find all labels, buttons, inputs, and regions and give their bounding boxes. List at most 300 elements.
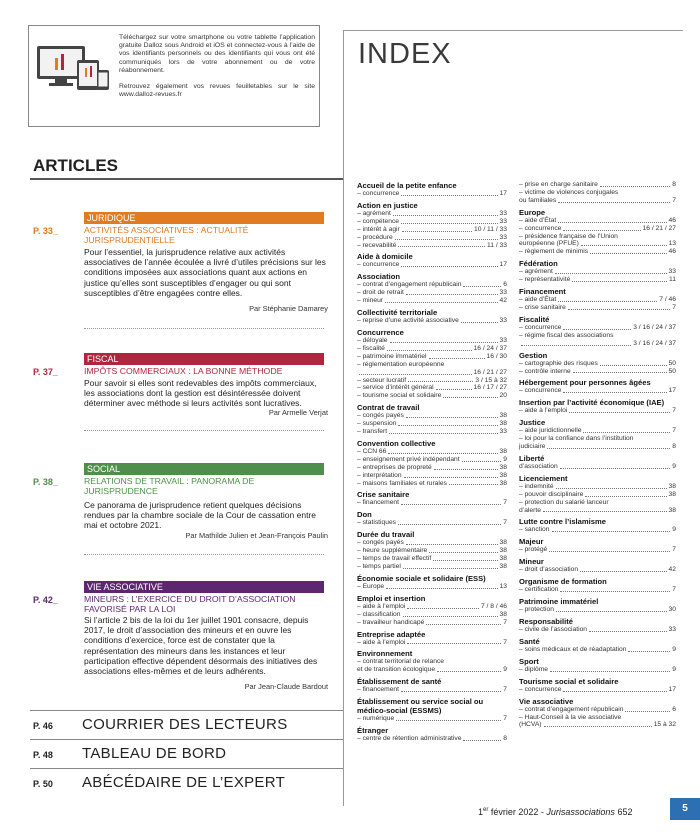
index-heading: Lutte contre l’islamisme	[519, 517, 606, 527]
index-entry-text: – civile de l’association	[519, 626, 588, 633]
index-heading: Justice	[519, 418, 546, 428]
index-entry[interactable]	[357, 480, 507, 488]
footer-date-day: 1	[478, 807, 484, 817]
article-category: SOCIAL	[84, 463, 324, 475]
index-entry-text: judiciaire	[519, 443, 546, 451]
index-heading: Durée du travail	[357, 530, 415, 540]
index-section	[519, 657, 676, 674]
index-entry-text: – aide à l’emploi	[357, 602, 406, 610]
dot-leader	[433, 560, 497, 561]
dot-leader	[398, 425, 497, 426]
index-section	[519, 577, 676, 594]
index-entry[interactable]	[519, 233, 676, 241]
index-entry[interactable]	[357, 519, 507, 527]
index-entry[interactable]	[357, 392, 507, 400]
index-entry-text: – tourisme social et solidaire	[357, 392, 442, 400]
index-entry[interactable]	[357, 619, 507, 627]
dot-leader	[543, 511, 667, 512]
index-entry[interactable]	[519, 332, 676, 340]
index-entry[interactable]	[519, 248, 676, 256]
index-entry-pages: 38	[499, 547, 507, 555]
index-entry-pages: 3 / 16 / 24 / 37	[633, 339, 676, 347]
dot-leader	[387, 350, 472, 351]
index-entry[interactable]	[519, 217, 676, 225]
index-section	[519, 315, 676, 348]
index-entry-pages: 17	[668, 685, 676, 693]
index-entry-text: – représentativité	[519, 276, 571, 284]
index-entry-pages: 50	[668, 359, 676, 367]
articles-rule	[30, 178, 343, 180]
index-heading: Vie associative	[519, 696, 574, 706]
dot-leader	[398, 246, 485, 247]
index-entry-text: – patrimoine immatériel	[357, 352, 427, 360]
index-entry-text: – Europe	[357, 582, 385, 590]
index-entry-text: – présidence française de l’Union	[519, 232, 618, 240]
index-section	[519, 378, 676, 395]
index-entry[interactable]	[519, 189, 676, 197]
index-entry-text: – classification	[357, 610, 401, 618]
article-category: FISCAL	[84, 353, 324, 365]
index-entry[interactable]	[519, 499, 676, 507]
index-entry-text: d’alerte	[519, 506, 541, 514]
index-entry-text: – concurrence	[519, 224, 562, 232]
index-heading: Contrat de travail	[357, 403, 420, 413]
devices-icon	[35, 44, 111, 94]
index-entry-pages: 16 / 21 / 27	[473, 368, 507, 376]
index-entry[interactable]	[357, 297, 507, 305]
article-juridique[interactable]	[30, 212, 330, 332]
dot-leader	[393, 215, 498, 216]
index-entry-pages: 38	[499, 539, 507, 547]
index-entry[interactable]	[519, 686, 676, 694]
index-entry[interactable]	[519, 360, 676, 368]
dot-leader	[563, 230, 640, 231]
index-entry-text: – enseignement privé indépendant	[357, 455, 460, 463]
footer-brand: Jurisassociations	[546, 807, 615, 817]
index-entry[interactable]	[519, 427, 676, 435]
index-entry-text: d’association	[519, 462, 558, 470]
index-entry[interactable]	[357, 337, 507, 345]
index-section	[519, 454, 676, 471]
article-title[interactable]: RELATIONS DE TRAVAIL : PANORAMA DE JURISPRUDENCE	[84, 476, 255, 496]
index-entry[interactable]	[519, 706, 676, 714]
dot-leader	[560, 591, 670, 592]
index-section	[357, 649, 507, 674]
dot-leader	[395, 239, 498, 240]
index-entry-text: (HCVA)	[519, 721, 542, 729]
article-summary: Ce panorama de jurisprudence retient quelques décisions rendues par la chambre sociale de la Cour de cassation entre mai et octobre 2021.	[84, 500, 316, 531]
index-heading: Fédération	[519, 259, 558, 269]
index-entry-text: – reprise d’une activité associative	[357, 317, 459, 325]
index-entry[interactable]	[519, 324, 676, 332]
index-section	[519, 351, 676, 376]
index-entry[interactable]	[357, 472, 507, 480]
index-entry[interactable]	[357, 686, 507, 694]
index-entry[interactable]	[357, 539, 507, 547]
index-section	[357, 697, 507, 723]
index-entry[interactable]	[357, 242, 507, 250]
index-entry[interactable]	[357, 583, 507, 591]
index-entry[interactable]	[519, 340, 676, 348]
index-entry-pages: 7	[672, 427, 676, 435]
item-page: P. 50	[33, 779, 53, 789]
dot-leader	[406, 294, 498, 295]
index-entry[interactable]	[357, 226, 507, 234]
index-section	[357, 490, 507, 507]
index-entry-pages: 9	[503, 455, 507, 463]
index-entry[interactable]	[519, 197, 676, 205]
index-section	[519, 418, 676, 451]
index-entry-pages: 7	[672, 586, 676, 594]
index-entry-pages: 50	[668, 367, 676, 375]
index-entry[interactable]	[519, 526, 676, 534]
index-column-left	[357, 181, 507, 746]
index-entry-text: – transfert	[357, 428, 388, 436]
dot-leader	[558, 222, 666, 223]
article-title[interactable]: MINEURS : L’EXERCICE DU DROIT D’ASSOCIATION FAVORISÉ PAR LA LOI	[84, 594, 296, 614]
index-entry[interactable]	[519, 407, 676, 415]
index-section	[357, 530, 507, 571]
articles-heading: ARTICLES	[33, 156, 118, 175]
index-entry-text: – certification	[519, 586, 559, 594]
index-heading: Économie sociale et solidaire (ESS)	[357, 573, 486, 583]
article-social[interactable]	[30, 463, 330, 558]
dot-leader	[462, 461, 502, 462]
index-entry-pages: 38	[668, 482, 676, 490]
index-entry-pages: 7	[672, 303, 676, 311]
dot-leader	[589, 631, 667, 632]
index-section	[519, 259, 676, 284]
index-entry[interactable]	[357, 448, 507, 456]
index-entry-pages: 33	[499, 233, 507, 241]
dot-leader	[563, 691, 666, 692]
index-entry[interactable]	[357, 281, 507, 289]
index-entry-pages: 13	[668, 240, 676, 248]
index-entry[interactable]	[519, 181, 676, 189]
index-entry-pages: 15 à 32	[653, 721, 676, 729]
dot-leader	[550, 671, 670, 672]
dot-leader	[402, 231, 472, 232]
index-section	[519, 617, 676, 634]
index-heading: Europe	[519, 207, 546, 217]
index-entry-text: ou familiales	[519, 196, 557, 204]
index-entry[interactable]	[519, 368, 676, 376]
index-entry[interactable]	[357, 464, 507, 472]
index-entry[interactable]	[357, 555, 507, 563]
index-entry[interactable]	[519, 463, 676, 471]
index-entry-pages: 11	[669, 276, 676, 284]
index-section	[519, 208, 676, 257]
article-title[interactable]: IMPÔTS COMMERCIAUX : LA BONNE MÉTHODE	[84, 366, 283, 376]
article-summary: Pour savoir si elles sont redevables des impôts commerciaux, les associations dont la gestion est désintéressée doivent déterminer avec méthode si leurs activités sont lucratives.	[84, 378, 317, 409]
dot-leader	[403, 568, 498, 569]
index-entry[interactable]	[519, 240, 676, 248]
index-entry-text: – numérique	[357, 715, 395, 723]
index-heading: Licenciement	[519, 473, 568, 483]
index-entry-pages: 7	[503, 519, 507, 527]
index-entry[interactable]	[519, 443, 676, 451]
index-entry[interactable]	[357, 735, 507, 743]
article-category: JURIDIQUE	[84, 212, 324, 224]
index-heading: Accueil de la petite enfance	[357, 181, 457, 190]
index-entry[interactable]	[519, 304, 676, 312]
index-entry-text: – congés payés	[357, 412, 404, 420]
index-heading: Majeur	[519, 537, 544, 547]
index-entry[interactable]	[357, 639, 507, 647]
index-entry[interactable]	[519, 276, 676, 284]
index-heading: Mineur	[519, 557, 544, 567]
index-entry-pages: 7	[503, 715, 507, 723]
index-entry[interactable]	[357, 420, 507, 428]
dot-leader	[437, 671, 501, 672]
app-promo-box	[28, 25, 320, 127]
index-section	[357, 726, 507, 743]
dot-leader	[461, 322, 498, 323]
index-entry[interactable]	[519, 714, 676, 722]
index-entry[interactable]	[357, 547, 507, 555]
index-entry-pages: 38	[499, 479, 507, 487]
index-entry-pages: 7	[672, 546, 676, 554]
index-entry[interactable]	[357, 412, 507, 420]
index-entry-pages: 33	[499, 209, 507, 217]
dot-leader	[585, 496, 666, 497]
index-entry[interactable]	[357, 369, 507, 377]
index-entry-text: – statistiques	[357, 519, 397, 527]
index-entry[interactable]	[357, 611, 507, 619]
index-entry-pages: 42	[668, 566, 676, 574]
dot-leader	[407, 643, 501, 644]
index-entry-text: – loi pour la confiance dans l’institution	[519, 435, 634, 443]
item-title[interactable]: COURRIER DES LECTEURS	[82, 716, 288, 733]
section-rule	[30, 710, 343, 711]
index-heading: Liberté	[519, 453, 545, 463]
index-entry-pages: 46	[668, 216, 676, 224]
index-section	[357, 272, 507, 305]
index-entry-text: – pouvoir disciplinaire	[519, 490, 584, 498]
index-entry-text: – réglementation européenne	[357, 360, 445, 368]
index-entry[interactable]	[357, 563, 507, 571]
index-entry[interactable]	[519, 268, 676, 276]
index-entry[interactable]	[357, 353, 507, 361]
index-entry-text: – aide juridictionnelle	[519, 427, 582, 435]
index-entry[interactable]	[519, 626, 676, 634]
index-entry-pages: 42	[499, 297, 507, 305]
index-entry[interactable]	[357, 499, 507, 507]
index-heading: Crise sanitaire	[357, 490, 410, 500]
index-entry-pages: 7	[503, 499, 507, 507]
dot-leader	[521, 345, 631, 346]
index-entry[interactable]	[357, 345, 507, 353]
index-entry[interactable]	[357, 361, 507, 369]
index-entry[interactable]	[519, 721, 676, 729]
index-entry[interactable]	[357, 666, 507, 674]
dot-leader	[600, 365, 667, 366]
index-entry-pages: 7	[503, 686, 507, 694]
tableau-de-bord-item[interactable]	[30, 742, 343, 766]
index-divider	[343, 30, 344, 806]
index-entry[interactable]	[357, 210, 507, 218]
index-heading: Sport	[519, 656, 539, 666]
index-heading: Aide à domicile	[357, 252, 413, 262]
dot-leader	[359, 374, 472, 375]
dot-leader	[463, 286, 501, 287]
index-entry-text: – heure supplémentaire	[357, 547, 428, 555]
item-title[interactable]: ABÉCÉDAIRE DE L’EXPERT	[82, 774, 286, 791]
dot-leader	[403, 616, 498, 617]
index-section	[357, 252, 507, 269]
index-entry-pages: 33	[499, 336, 507, 344]
index-entry-text: européenne (PFUE)	[519, 240, 579, 248]
index-entry-text: – entreprises de propreté	[357, 463, 432, 471]
dot-leader	[404, 477, 498, 478]
index-entry-pages: 9	[672, 665, 676, 673]
article-page: P. 38_	[33, 477, 58, 487]
dot-leader	[555, 273, 667, 274]
index-entry-text: – financement	[357, 686, 400, 694]
index-column-right	[519, 181, 676, 732]
index-entry-pages: 16 / 21 / 27	[642, 224, 676, 232]
index-entry-pages: 38	[499, 563, 507, 570]
index-heading: Étranger	[357, 726, 389, 736]
dot-leader	[436, 389, 472, 390]
index-heading: Don	[357, 510, 372, 520]
index-entry[interactable]	[357, 715, 507, 723]
index-entry-pages: 7	[672, 196, 676, 204]
index-entry-pages: 6	[672, 705, 676, 713]
index-section	[357, 439, 507, 488]
index-section	[357, 308, 507, 325]
index-entry[interactable]	[357, 218, 507, 226]
index-heading: Collectivité territoriale	[357, 308, 438, 318]
index-entry[interactable]	[357, 190, 507, 198]
dot-leader	[581, 245, 667, 246]
index-entry-text: – protection du salarié lanceur	[519, 498, 609, 506]
index-section	[519, 557, 676, 574]
dot-leader	[449, 484, 498, 485]
index-entry-text: – temps partiel	[357, 563, 401, 570]
index-entry[interactable]	[357, 289, 507, 297]
index-heading: Environnement	[357, 649, 413, 659]
index-entry-text: – aide d’État	[519, 296, 557, 304]
index-entry[interactable]	[519, 646, 676, 654]
index-entry-text: – diplôme	[519, 665, 548, 673]
article-separator	[84, 430, 324, 431]
index-entry[interactable]	[519, 586, 676, 594]
index-entry[interactable]	[357, 377, 507, 385]
index-entry[interactable]	[519, 296, 676, 304]
dot-leader	[563, 392, 666, 393]
index-title: INDEX	[358, 38, 452, 70]
index-entry[interactable]	[519, 491, 676, 499]
dot-leader	[390, 342, 498, 343]
index-entry[interactable]	[519, 483, 676, 491]
index-entry-text: – interprétation	[357, 471, 402, 479]
index-entry-pages: 11 / 33	[487, 241, 507, 249]
index-entry[interactable]	[519, 566, 676, 574]
index-entry-text: – centre de rétention administrative	[357, 735, 462, 743]
index-entry-text: – agrément	[357, 209, 391, 217]
abecedaire-item[interactable]	[30, 771, 343, 795]
index-entry-text: – concurrence	[519, 387, 562, 395]
dot-leader	[558, 202, 670, 203]
index-entry-pages: 33	[499, 289, 507, 297]
index-heading: Patrimoine immatériel	[519, 597, 599, 607]
index-entry-pages: 38	[499, 555, 507, 563]
index-entry-pages: 38	[499, 420, 507, 428]
index-entry-text: – aide à l’emploi	[357, 638, 406, 646]
index-entry[interactable]	[519, 606, 676, 614]
index-entry[interactable]	[357, 234, 507, 242]
index-entry-pages: 7 / 46	[659, 296, 676, 304]
index-entry[interactable]	[519, 387, 676, 395]
index-entry-pages: 33	[499, 428, 507, 436]
article-category: VIE ASSOCIATIVE	[84, 581, 324, 593]
index-entry[interactable]	[357, 261, 507, 269]
index-entry[interactable]	[357, 603, 507, 611]
dot-leader	[549, 551, 670, 552]
index-entry[interactable]	[519, 507, 676, 515]
footer-date-sup: er	[483, 807, 489, 813]
dot-leader	[573, 372, 667, 373]
item-title[interactable]: TABLEAU DE BORD	[82, 745, 227, 762]
index-entry-text: – droit de retrait	[357, 289, 404, 297]
index-entry[interactable]	[357, 456, 507, 464]
index-section	[357, 677, 507, 694]
index-heading: Financement	[519, 287, 566, 297]
index-entry-text: – contrat d’engagement républicain	[357, 281, 462, 289]
index-entry-pages: 17	[668, 387, 676, 395]
dot-leader	[401, 504, 501, 505]
article-title[interactable]: ACTIVITÉS ASSOCIATIVES : ACTUALITÉ JURISPRUDENTIELLE	[84, 225, 249, 245]
courrier-lecteurs-item[interactable]	[30, 713, 343, 737]
dot-leader	[406, 417, 498, 418]
index-entry-pages: 9	[672, 526, 676, 534]
article-fiscal[interactable]	[30, 353, 330, 433]
article-separator	[84, 554, 324, 555]
index-heading: Action en justice	[357, 200, 418, 210]
index-entry-pages: 33	[499, 317, 507, 325]
dot-leader	[389, 433, 497, 434]
index-section	[519, 677, 676, 694]
index-entry[interactable]	[357, 384, 507, 392]
index-entry[interactable]	[357, 317, 507, 325]
index-entry[interactable]	[357, 428, 507, 436]
index-heading: Hébergement pour personnes âgées	[519, 378, 651, 388]
index-entry-text: – victime de violences conjugales	[519, 188, 619, 196]
article-vie-associative[interactable]	[30, 581, 330, 706]
index-entry-text: – soins médicaux et de réadaptation	[519, 645, 627, 653]
index-entry[interactable]	[519, 546, 676, 554]
index-entry-pages: 9	[672, 645, 676, 653]
index-entry-pages: 3 / 16 / 24 / 37	[633, 323, 676, 331]
index-entry[interactable]	[357, 658, 507, 666]
index-entry[interactable]	[519, 435, 676, 443]
promo-text-app: Téléchargez sur votre smartphone ou votre tablette l’application gratuite Dalloz sous Android et iOS et connectez-vous à l’aide de vos identifiants personnels ou des identifiants qui vous ont été communiqués lors de votre abonnement ou de votre réabonnement.	[119, 34, 315, 74]
index-entry[interactable]	[519, 666, 676, 674]
index-entry-pages: 20	[499, 392, 507, 400]
article-summary: Pour l’essentiel, la jurisprudence relative aux activités associatives de l’année écoulée a livré d’utiles précisions sur les conditions imposées aux associations quant aux actions en justice qu’elles sont susceptibles d’engager ou qui sont susceptibles d’être engagées contre elles.	[84, 247, 326, 298]
index-section	[519, 517, 676, 534]
dot-leader	[385, 302, 498, 303]
index-heading: Gestion	[519, 350, 548, 360]
index-entry[interactable]	[519, 225, 676, 233]
index-section	[519, 474, 676, 515]
index-entry-pages: 17	[499, 261, 507, 269]
index-entry-text: – concurrence	[357, 261, 400, 269]
index-entry-text: et de transition écologique	[357, 666, 436, 674]
footer-date: février 2022 -	[490, 807, 547, 817]
index-entry-text: – Haut-Conseil à la vie associative	[519, 713, 622, 721]
